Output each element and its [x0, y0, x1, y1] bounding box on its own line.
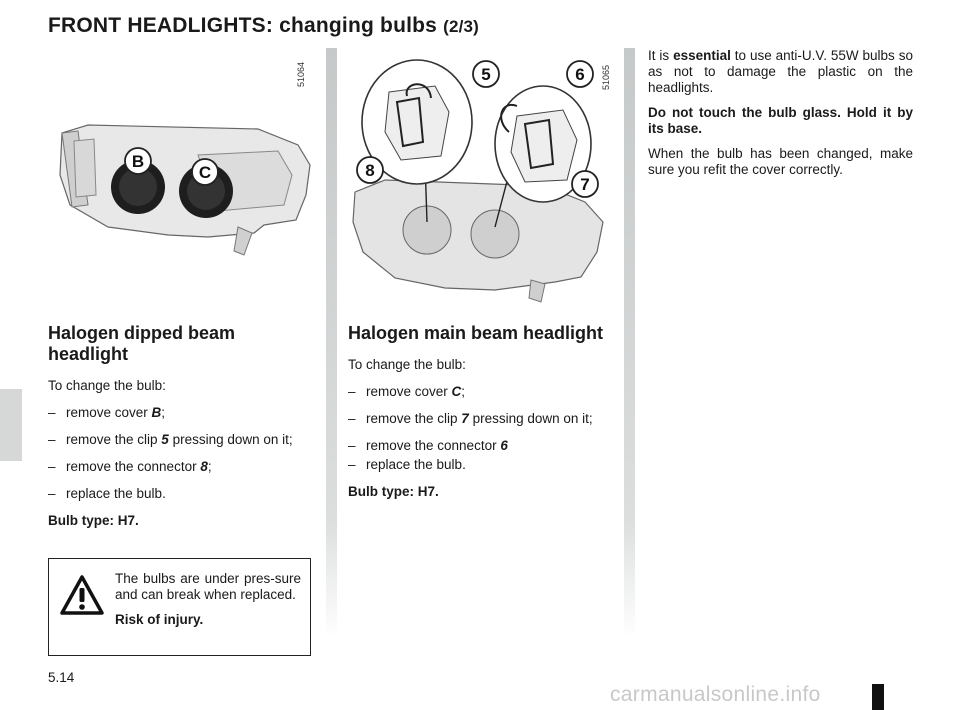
note-refit-cover: When the bulb has been changed, make sure you refit the cover correctly. [648, 146, 913, 177]
label-6: 6 [575, 65, 585, 84]
dipped-step-4: – replace the bulb. [48, 486, 166, 501]
figure-code-left: 51064 [296, 61, 306, 87]
headlight-detail-figure [345, 52, 617, 305]
chapter-tab-marker [0, 389, 22, 461]
dipped-step-2: – remove the clip 5 pressing down on it; [48, 432, 293, 447]
dipped-step-3: – remove the connector 8; [48, 459, 212, 474]
column-divider-left [326, 48, 337, 638]
headlight-rear-figure [48, 55, 316, 305]
column-divider-right [624, 48, 635, 638]
warning-box [48, 558, 311, 656]
warning-triangle-icon [59, 573, 105, 624]
page-number: 5.14 [48, 670, 75, 685]
main-step-3: – remove the connector 6 [348, 438, 508, 453]
page-title: FRONT HEADLIGHTS: changing bulbs (2/3) [48, 14, 480, 37]
main-step-2: – remove the clip 7 pressing down on it; [348, 411, 593, 426]
note-essential: It is essential to use anti-U.V. 55W bulbs so as not to damage the plastic on the headlights. [648, 48, 913, 95]
dipped-bulb-type: Bulb type: H7. [48, 513, 139, 528]
dipped-intro: To change the bulb: [48, 378, 166, 393]
main-beam-section [348, 323, 614, 510]
notes-section [648, 48, 913, 187]
main-step-4: – replace the bulb. [348, 457, 466, 472]
title-part: (2/3) [443, 17, 480, 36]
headlight-rear-illustration [48, 55, 316, 305]
note-do-not-touch: Do not touch the bulb glass. Hold it by its base. [648, 105, 913, 136]
warning-text: The bulbs are under pres-sure and can break when replaced. [115, 571, 301, 602]
dipped-beam-section [48, 323, 312, 539]
headlight-detail-illustration [345, 52, 617, 305]
dipped-step-1: – remove cover B; [48, 405, 166, 420]
warning-risk: Risk of injury. [115, 612, 204, 627]
main-step-1: – remove cover C; [348, 384, 466, 399]
label-7: 7 [580, 175, 590, 194]
label-b: B [131, 152, 145, 171]
label-8: 8 [365, 161, 375, 180]
figure-code-middle: 51065 [601, 64, 611, 90]
main-beam-intro: To change the bulb: [348, 357, 466, 372]
dipped-beam-heading: Halogen dipped beam headlight [48, 323, 236, 364]
label-5: 5 [481, 65, 491, 84]
main-beam-heading: Halogen main beam headlight [348, 323, 604, 343]
label-c: C [198, 163, 212, 182]
main-bulb-type: Bulb type: H7. [348, 484, 439, 499]
page-corner-mark [872, 684, 884, 710]
watermark: carmanualsonline.info [610, 683, 821, 706]
